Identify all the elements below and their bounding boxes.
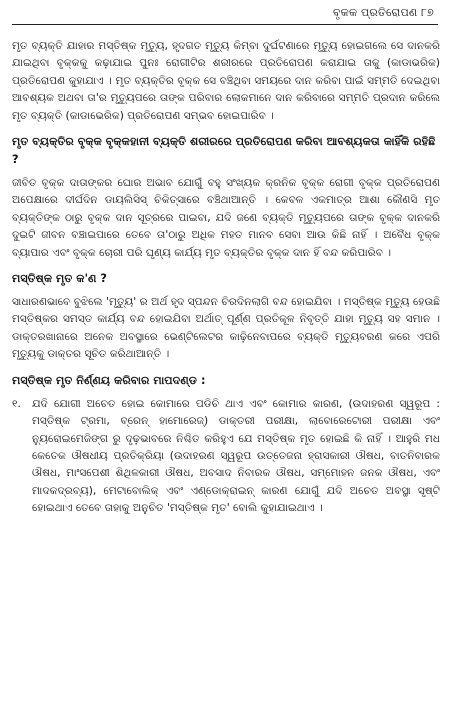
header-rule xyxy=(12,24,438,25)
heading-need-for-cadaveric-transplant: ମୃତ ବ୍ୟକ୍ତିର ବୃକ୍କ ବୃକ୍କହାନୀ ବ୍ୟକ୍ତି ଶରୀରରେ ପ୍ରତିରୋପଣ କରିବା ଆବଶ୍ୟକତା କାହିଁକି ରହିଛି ? xyxy=(12,135,436,167)
paragraph-brain-death-definition: ସାଧାରଣଭାବେ ବୁଝିଲେ 'ମୃତ୍ୟୁ' ର ଅର୍ଥ ହୃଦ ସ୍ପନ୍ଦନ ଚିରଦିନଲାଗି ବନ୍ଦ ହୋଇଯିବା । ମସ୍ତିଷ୍କ ମୃତ୍ୟୁ ହେଉଛି ମସ୍ତିଷ୍କର ସମସ୍ତ କାର୍ଯ୍ୟ ବନ୍ଦ ହୋଇଯିବା ଅର୍ଥାତ୍ ପୂର୍ଣ୍ଣ ପ୍ରତିକୂଳ ନିବୃତ୍ତି ଯାହା ମୃତ୍ୟୁ ସହ ସମାନ । ଡାକ୍ତରଖାନାରେ ଅନେକ ଅବସ୍ଥାରେ ଭେଣ୍ଟିଲେଟର କାଢ଼ିନେବାପରେ ବ୍ୟକ୍ତି ମୃତ୍ୟୁବରଣ କରେ ଏପରି ମୃତ୍ୟୁକୁ ଡାକ୍ତର ସୂଚିତ କରିଥାଆନ୍ତି । xyxy=(12,296,440,361)
criteria-list-item xyxy=(12,396,440,518)
list-item-text: ଯଦି ଯୋଗୀ ଅଚେତ ହୋଇ କୋମାରେ ପଡିଚି ଥାଏ ଏବଂ କୋମାର କାରଣ, (ଉଦାହରଣ ସ୍ୱରୂପ : ମସ୍ତିଷ୍କ ଟ୍ରମା, ବ୍ରେନ୍ ହାମୋରେଜ୍) ଡାକ୍ତରୀ ପରୀକ୍ଷା, ଲାବୋରେଟୋରୀ ପରୀକ୍ଷା ଏବଂ ନ୍ୟୁରୋଇମେଜିଙ୍ଗ ରୁ ଦୃଢ଼ଭାବରେ ନିଶ୍ଚିତ କରିହୁଏ ଯେ ମସ୍ତିଷ୍କ ମୃତ ହୋଇଛି କି ନାହିଁ । ଆହୁରି ମଧ କେତେକ ଔଷଧୀୟ ପ୍ରତିକ୍ରିୟା (ଉଦାହରଣ ସ୍ୱରୂପ ଉତ୍ତେଜନା ହ୍ରାସକାରୀ ଔଷଧ, ବାତନିବାରକ ଔଷଧ, ମାଂସପେଶୀ ଶିଥିଳକାରୀ ଔଷଧ, ଅବସାଦ ନିବାରକ ଔଷଧ, ସମ୍ମୋହନ ଜନକ ଔଷଧ, ଏବଂ ମାଦକଦ୍ରବ୍ୟ), ମେଟାବୋଲିକ୍ ଏବଂ ଏଣ୍ଡୋକ୍ରାଇନ୍ କାରଣ ଯୋଗୁଁ ଯଦି ଅଚେତ ଅବସ୍ଥା ସୃଷ୍ଟି ହୋଇଥାଏ ତେବେ ତାହାକୁ ଅନୁଚିତ 'ମସ୍ତିଷ୍କ ମୃତ' ବୋଲି କୁହାଯାଇଥାଏ । xyxy=(32,397,440,515)
paragraph-donor-shortage: ଜୀବିତ ବୃକ୍କ ଦାତାଙ୍କର ଘୋର ଅଭାବ ଯୋଗୁଁ ବହୁ ସଂଖ୍ୟକ କ୍ରନିକ ବୃକ୍କ ରୋଗୀ ବୃକ୍କ ପ୍ରତିରୋପଣ ଅପେକ୍ଷାରେ ଦୀର୍ଘଦିନ ଡାୟଲିସିସ୍ ଚିକିତ୍ସାରେ ବଞ୍ଚିଥାଆନ୍ତି । କେବଳ ଏକମାତ୍ର ଆଶା କୌଣସି ମୃତ ବ୍ୟକ୍ତିଙ୍କ ଠାରୁ ବୃକ୍କ ଦାନ ସୂତ୍ରରେ ପାଇବା, ଯଦି ଜଣେ ବ୍ୟକ୍ତି ମୃତ୍ୟୁପରେ ତାଙ୍କ ବୃକ୍କ ଦାନକରି ଦୁଇଟି ଜୀବନ ବଞ୍ଚାଇପାରେ ତେବେ ତା'ଠାରୁ ଅଧିକ ମହତ ମାନବ ସେବା ଆଉ କିଛି ନାହିଁ । ଅବୈଧ ବୃକ୍କ ବ୍ୟାପାର ଏବଂ ବୃକ୍କ ଚୋରୀ ପରି ଘୃଣ୍ୟ କାର୍ଯ୍ୟ ମୃତ ବ୍ୟକ୍ତିର ବୃକ୍କ ଦାନ ହିଁ ବନ୍ଦ କରିପାରିବ । xyxy=(12,177,440,259)
heading-what-is-brain-death: ମସ୍ତିଷ୍କ ମୃତ କ'ଣ ? xyxy=(12,272,107,286)
list-item-number: ୧. xyxy=(12,397,21,410)
paragraph-cadaveric-transplant: ମୃତ ବ୍ୟକ୍ତି ଯାହାର ମସ୍ତିଷ୍କ ମୃତ୍ୟୁ, ହୃଦଗତ ମୃତ୍ୟୁ କିମ୍ବା ଦୁର୍ଘଟଣାରେ ମୃତ୍ୟୁ ହୋଇଗଲେ ସେ ଦାନକରି ଯାଇଥିବା ବୃକ୍କକୁ କଢ଼ାଯାଇ ପୁନଃ ରୋଗୀଟିର ଶରୀରରେ ପ୍ରତିରୋପଣ କରାଯାଇ ତାକୁ (କାଡାଭରିକ) ପ୍ରତିରୋପଣ କୁହାଯାଏ । ମୃତ ବ୍ୟକ୍ତିର ବୃକ୍କ ସେ ବଞ୍ଚିଥିବା ସମୟରେ ଦାନ କରିବା ପାଇଁ ସମ୍ମତି ଦେଇଥିବା ଆବଶ୍ୟକ ଅଥବା ତା'ର ମୃତ୍ୟୁପରେ ତାଙ୍କ ପରିବାର ଲୋକମାନେ ଦାନ କରିବାରେ ସମ୍ମତି ପ୍ରଦାନ କରିଲେ ମୃତ ବ୍ୟକ୍ତି (କାଡାଭେରିକ) ପ୍ରତିରୋପଣ ସମ୍ଭବ ହୋଇପାରିବ । xyxy=(12,40,440,122)
heading-brain-death-criteria: ମସ୍ତିଷ୍କ ମୃତ ନିର୍ଣ୍ଣୟ କରିବାର ମାପଦଣ୍ଡ : xyxy=(12,373,206,387)
running-header: ବୃକକ ପ୍ରତିରୋପଣ ୮୭ xyxy=(332,6,434,19)
page-content xyxy=(12,38,440,518)
